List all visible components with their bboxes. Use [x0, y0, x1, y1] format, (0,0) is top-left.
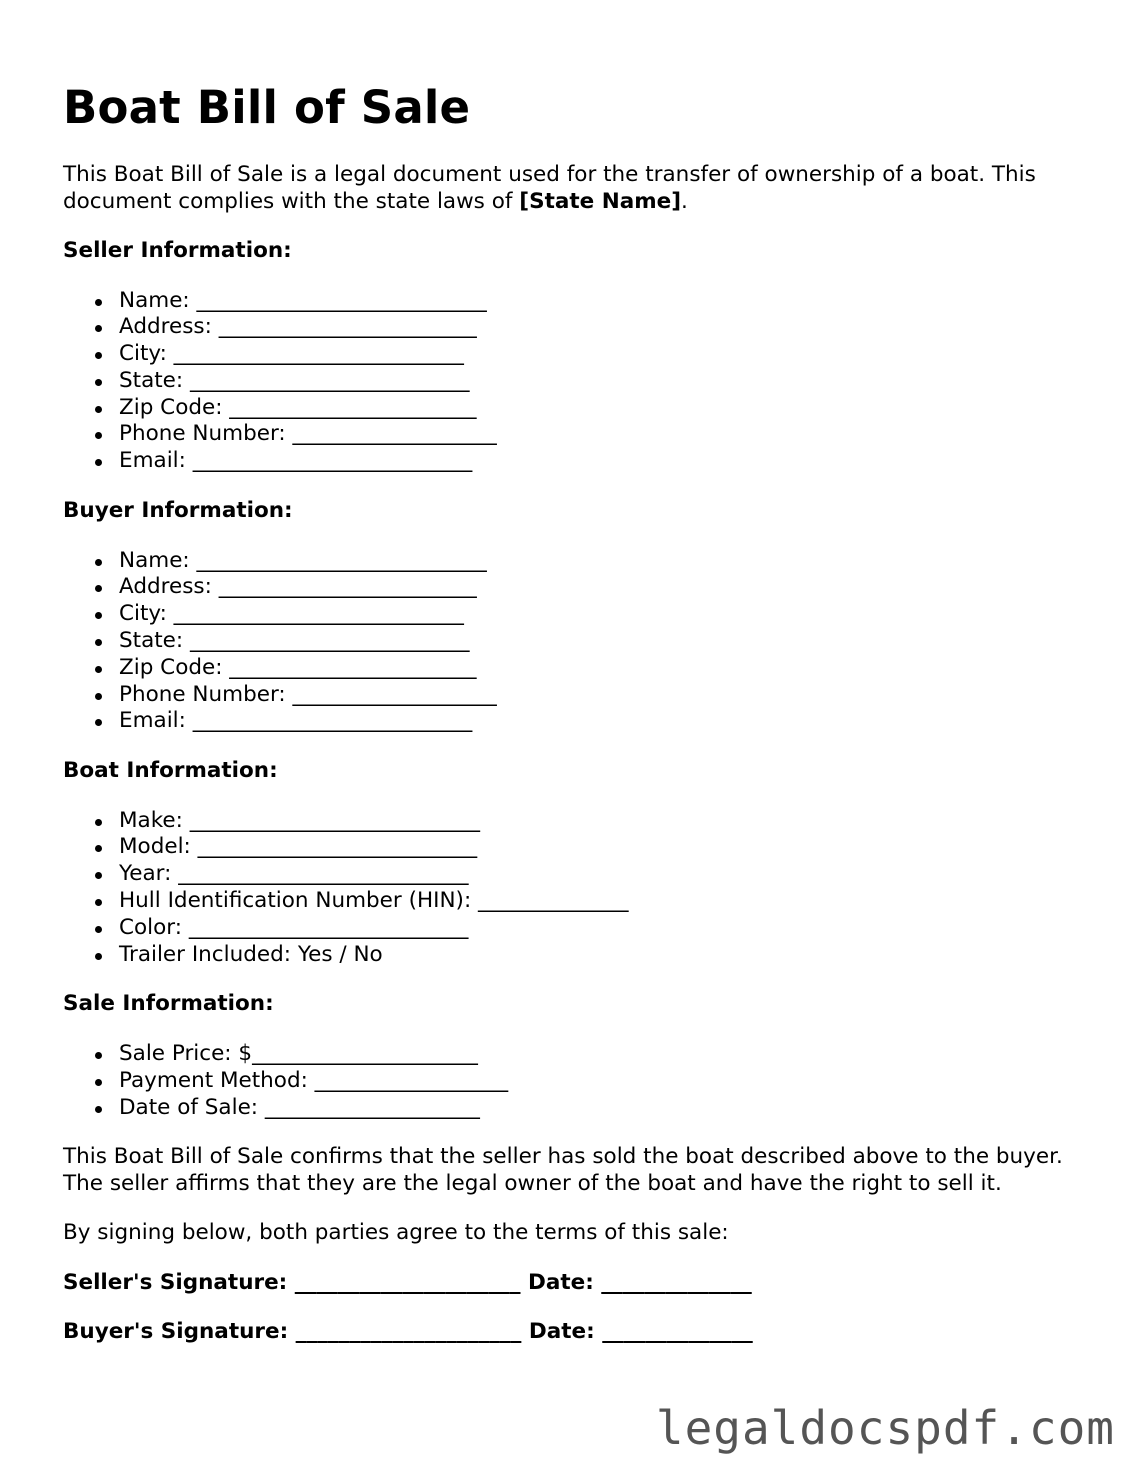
sale-fields-list [63, 1041, 1093, 1121]
boat-hin-field: Hull Identification Number (HIN): ______________ [63, 888, 1093, 915]
state-name-placeholder: [State Name] [519, 188, 682, 214]
boat-color-field: Color: __________________________ [63, 915, 1093, 942]
seller-email-field: Email: __________________________ [63, 448, 1093, 475]
seller-city-field: City: ___________________________ [63, 341, 1093, 368]
seller-state-field: State: __________________________ [63, 368, 1093, 395]
boat-heading: Boat Information: [63, 758, 278, 784]
buyer-state-field: State: __________________________ [63, 628, 1093, 655]
buyer-address-field: Address: ________________________ [63, 574, 1093, 601]
seller-heading: Seller Information: [63, 238, 292, 263]
buyer-zip-field: Zip Code: _______________________ [63, 655, 1093, 682]
buyer-fields-list [63, 548, 1093, 736]
page-title: Boat Bill of Sale [63, 81, 471, 134]
boat-fields-list [63, 808, 1093, 969]
payment-method-field: Payment Method: __________________ [63, 1068, 1093, 1095]
watermark: legaldocspdf.com [655, 1401, 1115, 1455]
sale-price-field: Sale Price: $_____________________ [63, 1041, 1093, 1068]
intro-text: This Boat Bill of Sale is a legal document used for the transfer of ownership of a boat. This document complies with the state laws of [63, 162, 1036, 214]
seller-name-field: Name: ___________________________ [63, 288, 1093, 315]
seller-zip-field: Zip Code: _______________________ [63, 395, 1093, 422]
boat-model-field: Model: __________________________ [63, 834, 1093, 861]
intro-paragraph [63, 162, 1093, 215]
boat-trailer-field: Trailer Included: Yes / No [63, 942, 1093, 969]
boat-year-field: Year: ___________________________ [63, 861, 1093, 888]
intro-end: . [681, 188, 688, 214]
buyer-email-field: Email: __________________________ [63, 708, 1093, 735]
sale-heading: Sale Information: [63, 991, 274, 1017]
seller-address-field: Address: ________________________ [63, 314, 1093, 341]
buyer-city-field: City: ___________________________ [63, 601, 1093, 628]
seller-signature-line: Seller's Signature: _____________________ Date: ______________ [63, 1269, 752, 1295]
boat-make-field: Make: ___________________________ [63, 808, 1093, 835]
buyer-heading: Buyer Information: [63, 498, 293, 524]
seller-phone-field: Phone Number: ___________________ [63, 421, 1093, 448]
buyer-name-field: Name: ___________________________ [63, 548, 1093, 575]
buyer-phone-field: Phone Number: ___________________ [63, 682, 1093, 709]
date-of-sale-field: Date of Sale: ____________________ [63, 1095, 1093, 1122]
closing-paragraph: This Boat Bill of Sale confirms that the seller has sold the boat described above to the buyer. The seller affirms that they are the legal owner of the boat and have the right to sell it. [63, 1144, 1063, 1196]
seller-fields-list [63, 288, 1093, 476]
document-page [63, 80, 1093, 1346]
buyer-signature-line: Buyer's Signature: _____________________ Date: ______________ [63, 1319, 753, 1345]
agreement-paragraph: By signing below, both parties agree to the terms of this sale: [63, 1220, 729, 1246]
